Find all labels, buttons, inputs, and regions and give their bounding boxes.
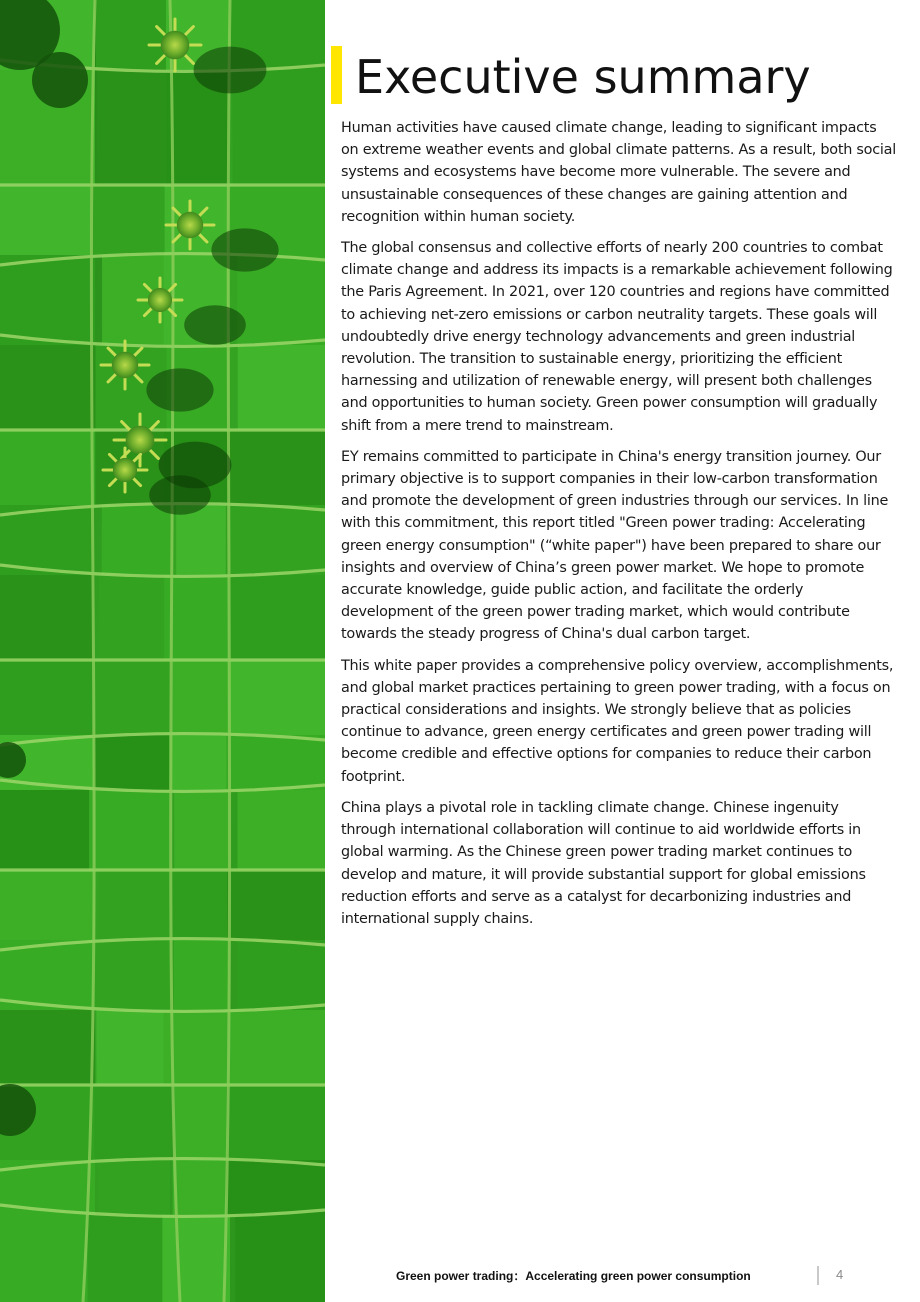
paddy-plot bbox=[174, 790, 230, 870]
paddy-plot bbox=[91, 185, 170, 255]
tree-shadow bbox=[211, 228, 278, 271]
paragraph-climate-impact: Human activities have caused climate change, leading to significant impacts on extreme weather events and global climate patterns. As a result, both social systems and ecosystems have become more vulnerable. The severe and unsustainable consequences of these changes are gaining attention and recognition within human society. bbox=[341, 120, 896, 225]
paddy-plot bbox=[226, 1085, 325, 1160]
tree-shadow bbox=[149, 475, 211, 515]
paddy-plot bbox=[175, 1085, 230, 1160]
paddy-plot bbox=[237, 940, 325, 1010]
paddy-plot bbox=[98, 1160, 170, 1215]
summary-body bbox=[341, 117, 897, 939]
paddy-plot bbox=[169, 735, 230, 790]
paddy-plot bbox=[162, 1215, 230, 1302]
palm-tree bbox=[138, 278, 182, 322]
paragraph-ey-commitment: EY remains committed to participate in China's energy transition journey. Our primary objective is to support companies in their low-carbon transformation and promote the development of green industries through our services. In line with this commitment, this report titled "Green power trading: Accelerating green energy consumption" (“white paper") have been prepared to share our insights and overview of China’s green power market. We hope to promote accurate knowledge, guide public action, and facilitate the orderly development of the green power trading market, which would contribute towards the steady progress of China's dual carbon target. bbox=[341, 448, 889, 643]
page-title: Executive summary bbox=[355, 50, 811, 104]
tree-shadow bbox=[146, 368, 213, 411]
paddy-plot bbox=[0, 185, 95, 255]
page-number: 4 bbox=[836, 1267, 844, 1282]
paddy-plot bbox=[176, 505, 230, 575]
aerial-rice-field-photo bbox=[0, 0, 325, 1302]
paddy-plot bbox=[173, 1160, 230, 1215]
paddy-plot bbox=[0, 1215, 95, 1302]
paddy-plot bbox=[0, 1010, 95, 1085]
paddy-plot bbox=[0, 790, 95, 870]
paddy-plot bbox=[102, 505, 170, 575]
palm-crown bbox=[113, 458, 137, 482]
paddy-plot bbox=[227, 870, 325, 940]
paddy-plot bbox=[174, 940, 230, 1010]
paddy-plot bbox=[229, 575, 325, 660]
palm-tree bbox=[101, 341, 149, 389]
rice-terraces-illustration bbox=[0, 0, 325, 1302]
paddy-plot bbox=[171, 870, 230, 940]
paddy-plot bbox=[164, 575, 230, 660]
paddy-plot bbox=[95, 1085, 170, 1160]
paddy-plot bbox=[88, 1215, 170, 1302]
paddy-plots bbox=[0, 0, 325, 1302]
paddy-plot bbox=[226, 735, 325, 790]
paddy-plot bbox=[226, 505, 325, 575]
palm-crown bbox=[161, 31, 190, 60]
paddy-plot bbox=[0, 660, 95, 735]
palm-tree bbox=[114, 414, 166, 466]
paddy-plot bbox=[0, 430, 95, 505]
palm-crown bbox=[177, 212, 203, 238]
palm-crown bbox=[126, 426, 155, 455]
paragraph-white-paper-scope: This white paper provides a comprehensive policy overview, accomplishments, and global market practices pertaining to green power trading, with a focus on practical considerations and insights. We strongly believe that as policies continue to advance, green energy certificates and green power trading will become credible and effective options for companies to reduce their carbon footprint. bbox=[341, 657, 894, 785]
paddy-plot bbox=[238, 345, 325, 430]
tree-canopy bbox=[32, 52, 88, 108]
footer-report-title: Green power trading：Accelerating green power consumption bbox=[396, 1269, 751, 1283]
paddy-plot bbox=[89, 790, 170, 870]
paddy-plot bbox=[228, 430, 325, 505]
tree-shadow bbox=[184, 305, 246, 345]
paddy-plot bbox=[93, 940, 170, 1010]
title-accent-bar bbox=[331, 46, 342, 104]
paddy-plot bbox=[235, 1215, 325, 1302]
paddy-plot bbox=[99, 575, 170, 660]
paddy-plot bbox=[0, 940, 95, 1010]
paragraph-global-consensus: The global consensus and collective efforts of nearly 200 countries to combat climate change and address its impacts is a remarkable achievement following the Paris Agreement. In 2021, over 120 countries and regions have committed to achieving net-zero emissions or carbon neutrality targets. These goals will undoubtedly drive energy technology advancements and green industrial revolution. The transition to sustainable energy, prioritizing the efficient harnessing and utilization of renewable energy, will present both challenges and opportunities to human society. Green power consumption will gradually shift from a mere trend to mainstream. bbox=[341, 240, 893, 434]
palm-tree bbox=[166, 201, 214, 249]
paddy-plot bbox=[0, 505, 95, 575]
tree-shadow bbox=[194, 47, 267, 94]
paddy-plot bbox=[237, 790, 325, 870]
footer-divider bbox=[817, 1266, 819, 1285]
paddy-plot bbox=[94, 660, 170, 735]
paddy-plot bbox=[227, 660, 325, 735]
paddy-plot bbox=[0, 345, 95, 430]
palm-tree bbox=[103, 448, 147, 492]
paddy-plot bbox=[0, 870, 95, 940]
paragraph-china-role: China plays a pivotal role in tackling climate change. Chinese ingenuity through international collaboration will continue to aid worldwide efforts in global warming. As the Chinese green power trading market continues to develop and mature, it will provide substantial support for global emissions reduction efforts and serve as a catalyst for decarbonizing industries and international supply chains. bbox=[341, 799, 866, 927]
paddy-plot bbox=[229, 1010, 325, 1085]
palm-crown bbox=[112, 352, 138, 378]
palm-crown bbox=[148, 288, 172, 312]
paddy-plot bbox=[0, 255, 95, 345]
paddy-plot bbox=[99, 870, 170, 940]
palm-tree bbox=[149, 19, 201, 71]
paddy-plot bbox=[96, 1010, 170, 1085]
paddy-plot bbox=[96, 70, 170, 185]
paddy-plot bbox=[94, 735, 170, 790]
paddy-plot bbox=[172, 660, 230, 735]
paddy-plot bbox=[0, 575, 95, 660]
paddy-plot bbox=[226, 1160, 325, 1215]
